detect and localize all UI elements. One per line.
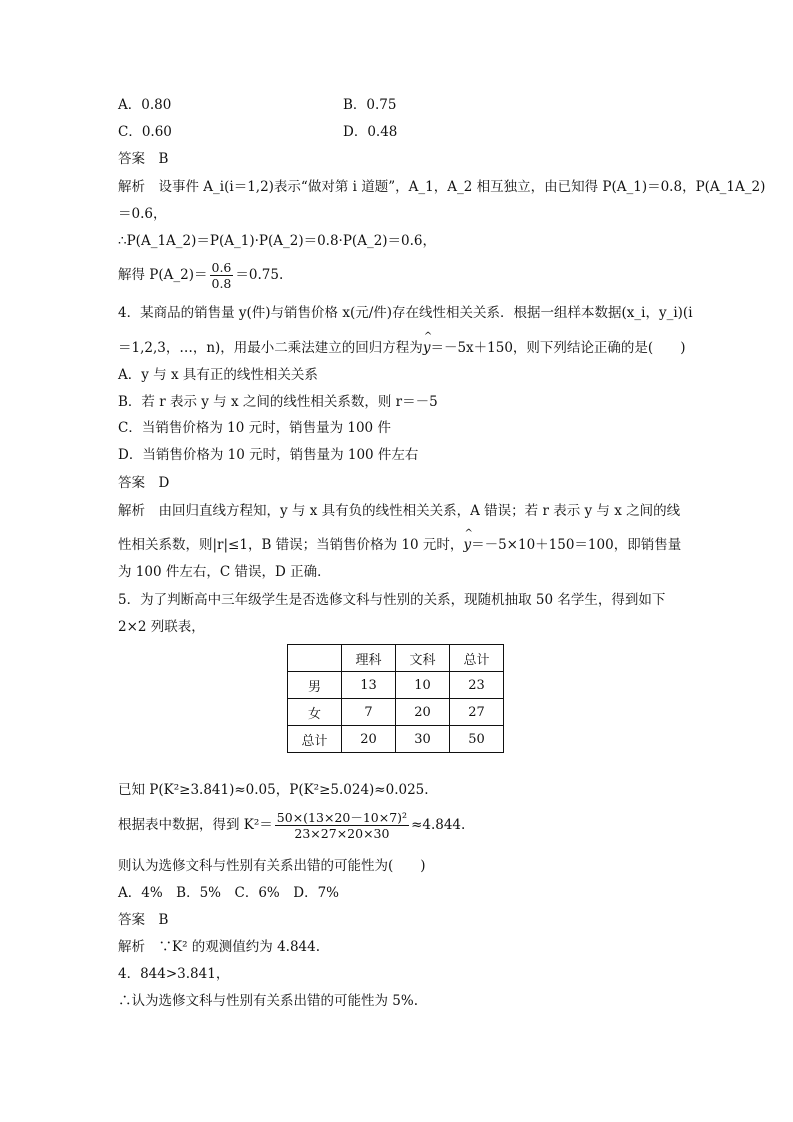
q5-question: 则认为选修文科与性别有关系出错的可能性为( ) xyxy=(118,858,426,874)
q5-analysis-label: 解析 xyxy=(118,939,145,955)
q5-analysis-text1: ∵K² 的观测值约为 4.844. xyxy=(158,939,321,955)
q4-analysis-line1 xyxy=(118,502,680,520)
q4-option-a: A．y 与 x 具有正的线性相关关系 xyxy=(118,367,318,383)
q4-analysis2-pre: 性相关系数，则|r|≤1，B 错误；当销售价格为 10 元时， xyxy=(118,537,464,553)
q4-analysis2-post: ＝－5×10＋150＝100，即销售量 xyxy=(471,537,682,553)
q4-analysis-line2 xyxy=(118,536,681,554)
table-cell: 女 xyxy=(288,699,342,726)
q5-stem-line2: 2×2 列联表， xyxy=(118,619,205,635)
q3-option-d: D．0.48 xyxy=(343,124,398,140)
table-row xyxy=(288,672,504,699)
table-cell: 50 xyxy=(450,726,504,753)
q5-calc-post: ≈4.844. xyxy=(411,817,466,833)
table-cell: 男 xyxy=(288,672,342,699)
q3-answer: 答案 B xyxy=(118,151,169,167)
q4-stem2-post: ＝－5x＋150，则下列结论正确的是( ) xyxy=(430,340,686,356)
q4-analysis-line3: 为 100 件左右，C 错误，D 正确． xyxy=(118,564,331,580)
q5-calc-line xyxy=(118,808,465,842)
table-cell: 20 xyxy=(342,726,396,753)
q4-stem2-yhat: ^ y xyxy=(423,339,431,357)
q5-analysis-line3: ∴认为选修文科与性别有关系出错的可能性为 5%. xyxy=(118,993,418,1009)
q3-fraction xyxy=(210,260,234,291)
q4-analysis2-yhat: ^ y xyxy=(463,536,471,554)
table-cell: 10 xyxy=(396,672,450,699)
q4-answer: 答案 D xyxy=(118,475,170,491)
q3-analysis-text1: 设事件 A_i(i＝1,2)表示“做对第 i 道题”，A_1，A_2 相互独立，由已知得 P(A_1)＝0.8，P(A_1A_2) xyxy=(158,179,766,195)
q4-analysis-label: 解析 xyxy=(118,503,145,519)
table-header-cell: 文科 xyxy=(396,645,450,672)
q4-analysis-text1: 由回归直线方程知，y 与 x 具有负的线性相关关系，A 错误；若 r 表示 y 与 x 之间的线 xyxy=(158,503,681,519)
table-row xyxy=(288,726,504,753)
q4-option-b: B．若 r 表示 y 与 x 之间的线性相关系数，则 r＝－5 xyxy=(118,394,438,410)
table-cell: 20 xyxy=(396,699,450,726)
q3-fraction-denominator: 0.8 xyxy=(211,276,232,291)
contingency-table xyxy=(287,644,504,753)
q5-answer: 答案 B xyxy=(118,912,169,928)
table-cell: 13 xyxy=(342,672,396,699)
q3-analysis-label: 解析 xyxy=(118,179,145,195)
table-header-row xyxy=(288,645,504,672)
q4-option-c: C．当销售价格为 10 元时，销售量为 100 件 xyxy=(118,420,391,436)
q4-stem-line2 xyxy=(118,339,685,357)
q5-known: 已知 P(K²≥3.841)≈0.05，P(K²≥5.024)≈0.025. xyxy=(118,782,429,798)
table-cell: 30 xyxy=(396,726,450,753)
table-cell: 27 xyxy=(450,699,504,726)
q3-option-c: C．0.60 xyxy=(118,124,172,140)
q5-options: A．4% B．5% C．6% D．7% xyxy=(118,885,339,901)
q3-fraction-numerator: 0.6 xyxy=(211,260,232,275)
q4-stem-line1: 4．某商品的销售量 y(件)与销售价格 x(元/件)存在线性相关关系．根据一组样本数据(x_i，y_i)(i xyxy=(118,305,693,321)
table-cell: 23 xyxy=(450,672,504,699)
q3-analysis-line4 xyxy=(118,258,283,292)
q5-analysis-line2: 4．844>3.841， xyxy=(118,966,230,982)
q4-option-d: D．当销售价格为 10 元时，销售量为 100 件左右 xyxy=(118,447,419,463)
q4-stem2-pre: ＝1,2,3，…，n)，用最小二乘法建立的回归方程为 xyxy=(118,340,423,356)
q5-fraction xyxy=(275,810,409,841)
q3-option-a: A．0.80 xyxy=(118,97,172,113)
q5-analysis-line1 xyxy=(118,938,320,956)
q5-calc-pre: 根据表中数据，得到 K²＝ xyxy=(118,817,273,833)
table-row xyxy=(288,699,504,726)
q3-analysis-line1 xyxy=(118,178,765,196)
q3-option-b: B．0.75 xyxy=(343,97,397,113)
q5-fraction-denominator: 23×27×20×30 xyxy=(294,826,390,841)
table-header-cell: 理科 xyxy=(342,645,396,672)
table-cell: 7 xyxy=(342,699,396,726)
q3-line4-pre: 解得 P(A_2)＝ xyxy=(118,267,208,283)
table-header-cell: 总计 xyxy=(450,645,504,672)
table-cell: 总计 xyxy=(288,726,342,753)
q5-fraction-numerator: 50×(13×20－10×7)² xyxy=(276,810,408,825)
q3-line4-post: ＝0.75. xyxy=(235,267,284,283)
q3-analysis-line2: ＝0.6， xyxy=(118,206,167,222)
q5-stem-line1: 5．为了判断高中三年级学生是否选修文科与性别的关系，现随机抽取 50 名学生，得到如下 xyxy=(118,592,666,608)
table-header-cell xyxy=(288,645,342,672)
q3-analysis-line3: ∴P(A_1A_2)＝P(A_1)·P(A_2)＝0.8·P(A_2)＝0.6， xyxy=(118,233,437,249)
